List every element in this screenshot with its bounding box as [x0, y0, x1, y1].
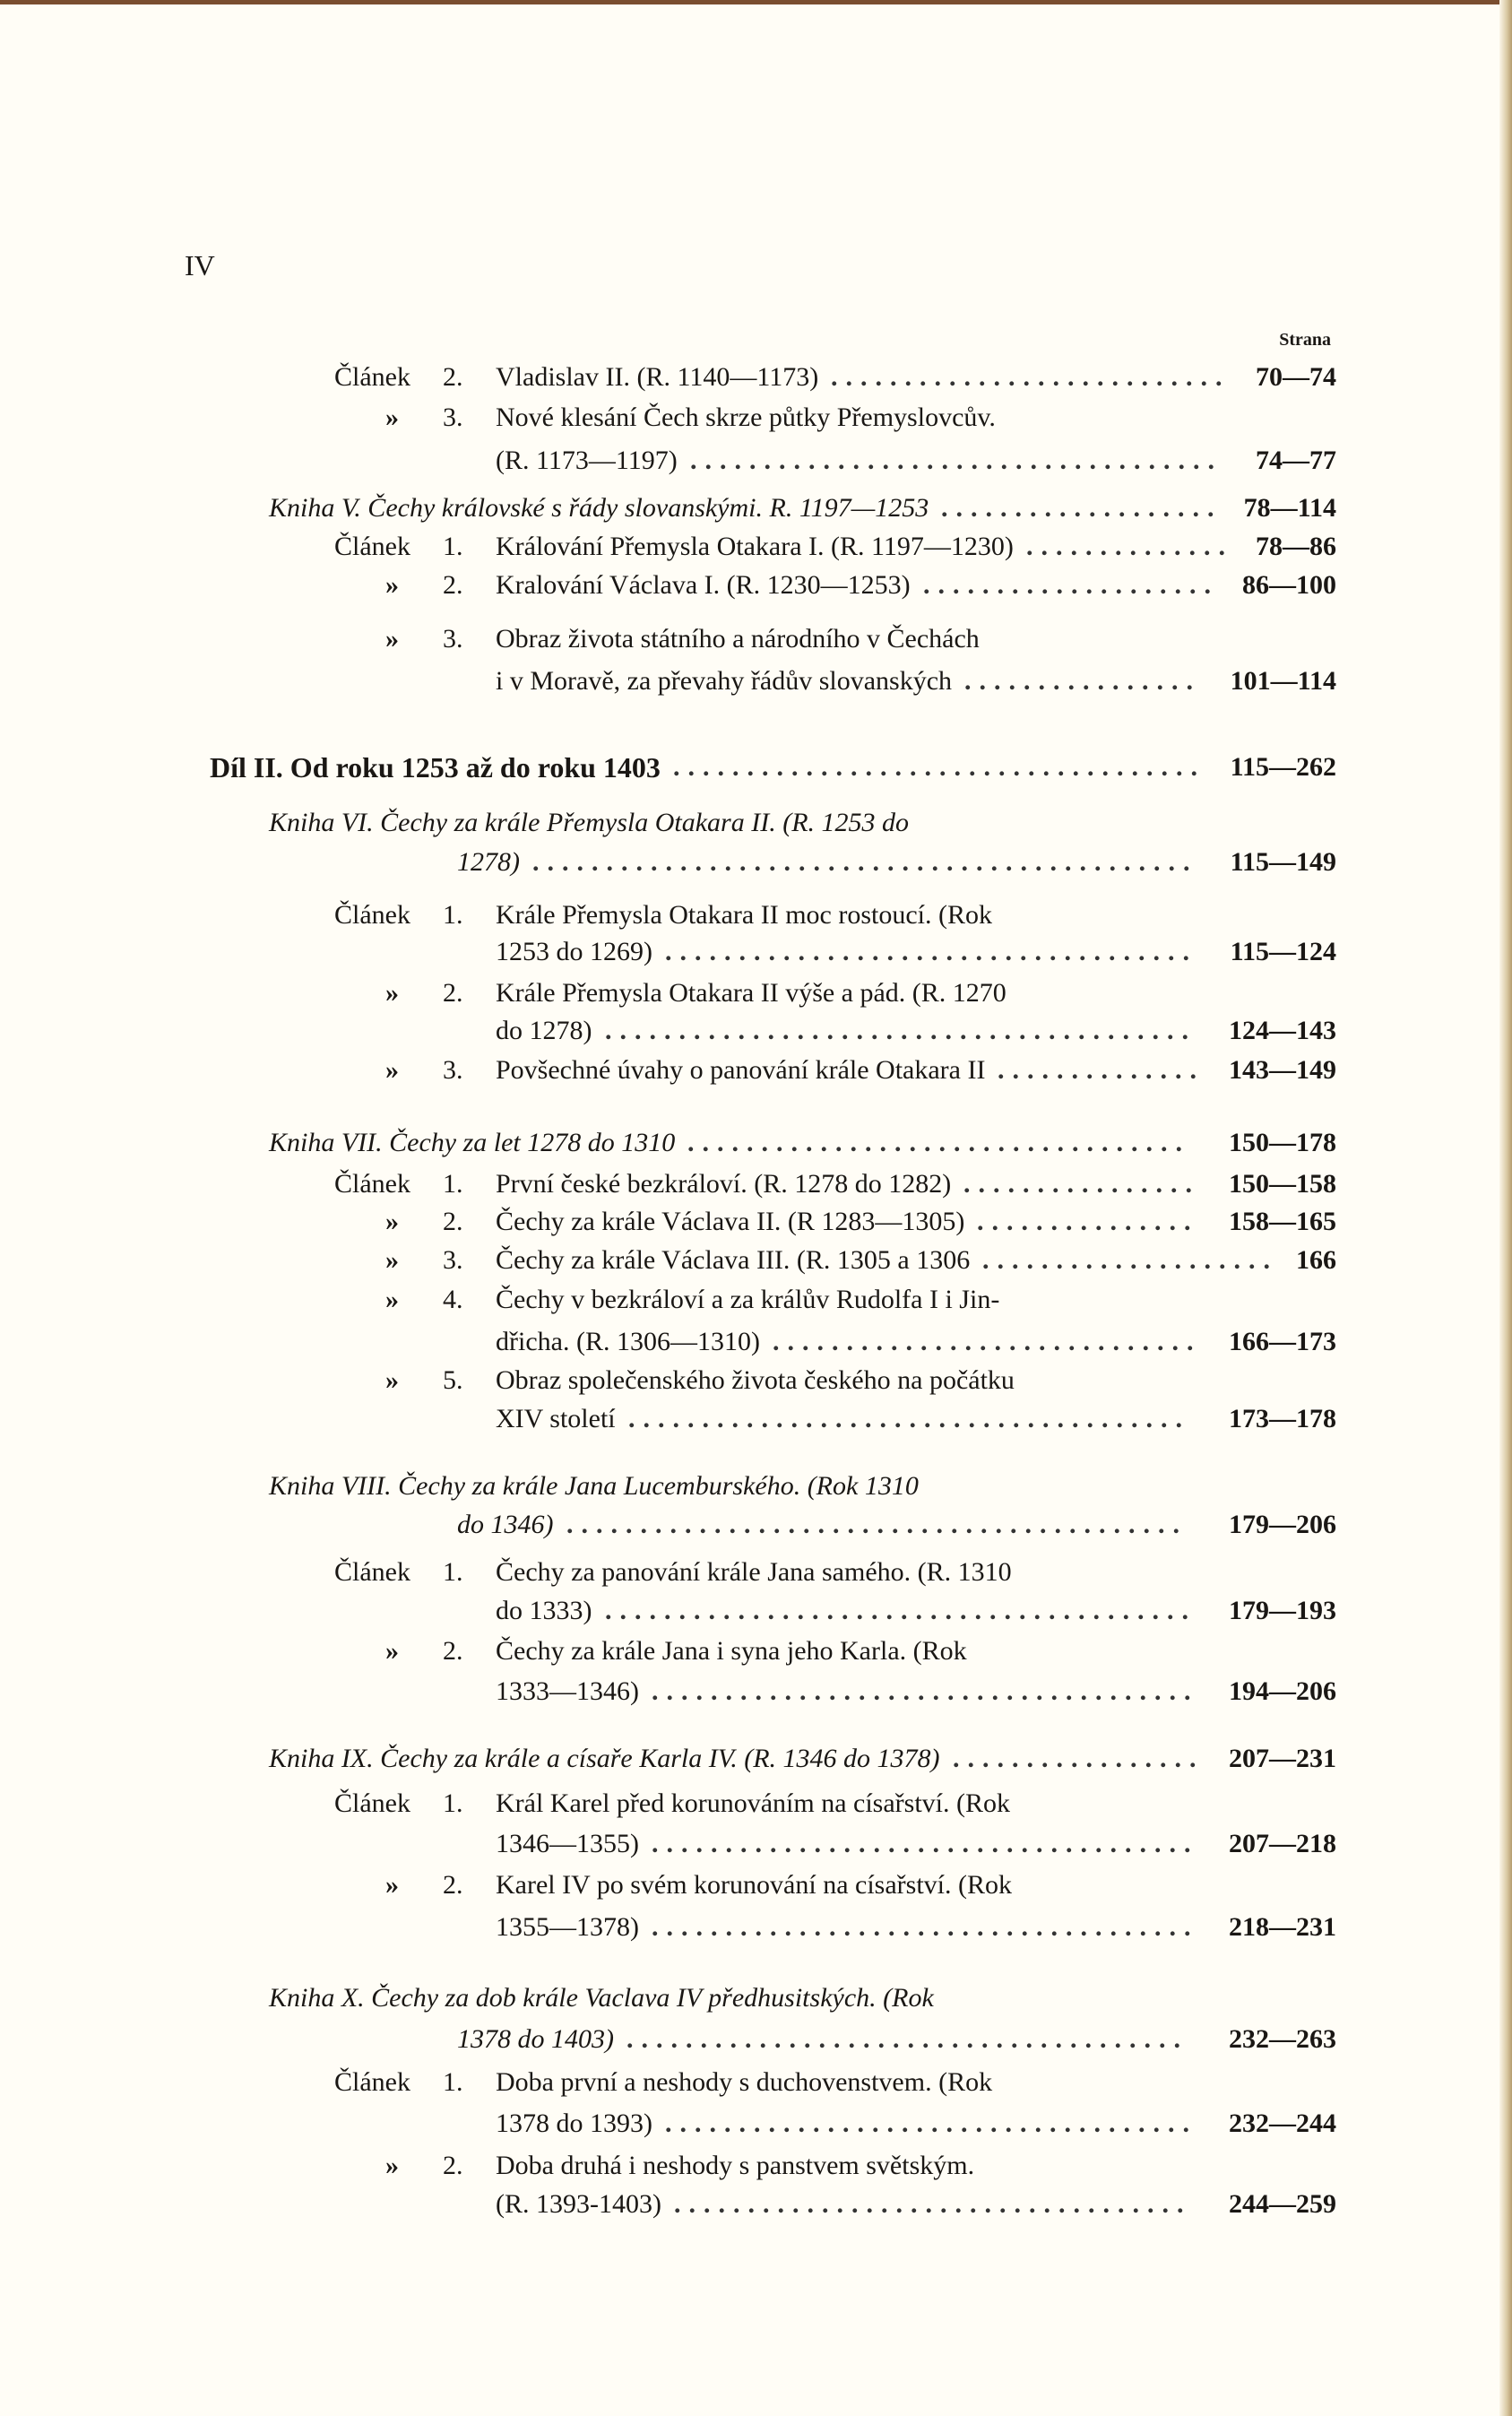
book-heading: Kniha X. Čechy za dob krále Vaclava IV předhusitských. (Rok	[269, 1983, 934, 2013]
article-label: Článek	[334, 1788, 410, 1818]
page-range: 124—143	[1229, 1016, 1336, 1045]
page-range: 179—193	[1229, 1596, 1336, 1625]
article-number: 2.	[443, 1870, 463, 1900]
book-heading-continuation: 1378 do 1403)	[457, 2024, 614, 2054]
article-number: 5.	[443, 1365, 463, 1395]
dot-leader: .....................................	[652, 1829, 1199, 1858]
book-heading: Kniha VI. Čechy za krále Přemysla Otakara II. (R. 1253 do	[269, 808, 910, 837]
toc-entry	[0, 1243, 1512, 1278]
page-range: 244—259	[1229, 2189, 1336, 2219]
entry-title: do 1278)	[496, 1016, 592, 1045]
page-range: 166	[1296, 1245, 1336, 1275]
article-number: 2.	[443, 1636, 463, 1666]
dot-leader: ...............	[977, 1207, 1199, 1236]
dot-leader: .....................................	[652, 1676, 1199, 1706]
entry-title: Karel IV po svém korunování na císařství. (Rok	[496, 1870, 1012, 1900]
page-range: 70—74	[1256, 362, 1336, 392]
toc-entry	[0, 400, 1512, 436]
toc-entry	[0, 749, 1512, 785]
toc-entry	[0, 443, 1512, 479]
toc-entry	[0, 1166, 1512, 1202]
toc-entry	[0, 1826, 1512, 1862]
entry-title: Doba první a neshody s duchovenstvem. (Rok	[496, 2067, 993, 2097]
article-number: 1.	[443, 900, 463, 930]
ditto-marker: »	[385, 403, 399, 432]
page-range: 78—114	[1243, 493, 1336, 523]
toc-entry	[0, 1363, 1512, 1399]
entry-title: Čechy za krále Jana i syna jeho Karla. (Rok	[496, 1636, 967, 1666]
dot-leader: ....................................	[665, 2109, 1197, 2138]
dot-leader: ...................	[941, 493, 1223, 523]
book-heading-continuation: 1278)	[457, 847, 520, 877]
ditto-marker: »	[385, 1207, 399, 1236]
article-number: 2.	[443, 362, 463, 392]
toc-entry	[0, 1125, 1512, 1161]
entry-title: Čechy za panování krále Jana samého. (R. 1310	[496, 1557, 1012, 1587]
toc-entry	[0, 1052, 1512, 1088]
page-range: 78—86	[1256, 532, 1336, 561]
toc-entry	[0, 1324, 1512, 1360]
entry-title: 1346—1355)	[496, 1829, 639, 1858]
page-range: 86—100	[1242, 570, 1336, 600]
toc-entry	[0, 490, 1512, 526]
page-range: 150—178	[1229, 1128, 1336, 1157]
page-range: 101—114	[1230, 666, 1336, 696]
article-number: 1.	[443, 1169, 463, 1199]
toc-entry	[0, 1674, 1512, 1710]
toc-entry	[0, 2065, 1512, 2100]
page-range: 207—218	[1229, 1829, 1336, 1858]
entry-title: Vladislav II. (R. 1140—1173)	[496, 362, 819, 392]
dot-leader: ........................................	[605, 1016, 1197, 1045]
entry-title: Kralování Václava I. (R. 1230—1253)	[496, 570, 911, 600]
toc-entry	[0, 1909, 1512, 1945]
dot-leader: ...........................	[831, 362, 1231, 392]
page-range: 115—262	[1230, 752, 1336, 782]
entry-title: Král Karel před korunováním na císařství. (Rok	[496, 1788, 1010, 1818]
page-range: 194—206	[1229, 1676, 1336, 1706]
toc-entry	[0, 897, 1512, 933]
page-range: 158—165	[1229, 1207, 1336, 1236]
entry-title: Nové klesání Čech skrze půtky Přemyslovcův.	[496, 403, 996, 432]
toc-entry	[0, 663, 1512, 699]
dot-leader: .............................	[773, 1327, 1202, 1356]
dot-leader: .....................................	[652, 1912, 1199, 1942]
entry-title: 1355—1378)	[496, 1912, 639, 1942]
ditto-marker: »	[385, 1365, 399, 1395]
entry-title: Čechy za krále Václava II. (R 1283—1305)	[496, 1207, 965, 1236]
dot-leader: ....................................	[665, 937, 1197, 966]
entry-title: Povšechné úvahy o panování krále Otakara II	[496, 1055, 986, 1085]
toc-entry	[0, 1741, 1512, 1777]
ditto-marker: »	[385, 624, 399, 654]
dot-leader: ...................................	[674, 2189, 1192, 2219]
entry-title: XIV století	[496, 1404, 616, 1433]
article-number: 2.	[443, 570, 463, 600]
article-number: 1.	[443, 1557, 463, 1587]
dot-leader: .................	[953, 1744, 1205, 1773]
article-label: Článek	[334, 532, 410, 561]
toc-entry	[0, 975, 1512, 1011]
entry-title: Obraz společenského života českého na počátku	[496, 1365, 1015, 1395]
article-label: Článek	[334, 1557, 410, 1587]
dot-leader: ....................	[923, 570, 1219, 600]
toc-entry	[0, 1507, 1512, 1543]
toc-entry	[0, 934, 1512, 970]
article-number: 1.	[443, 2067, 463, 2097]
toc-entry	[0, 2148, 1512, 2184]
book-heading: Kniha VIII. Čechy za krále Jana Lucemburského. (Rok 1310	[269, 1471, 919, 1501]
page-range: 232—263	[1229, 2024, 1336, 2054]
dot-leader: ......................................	[628, 1404, 1190, 1433]
page-range: 166—173	[1229, 1327, 1336, 1356]
entry-title: První české bezkráloví. (R. 1278 do 1282)	[496, 1169, 952, 1199]
entry-title: 1253 do 1269)	[496, 937, 652, 966]
dot-leader: ....................................	[690, 446, 1223, 475]
toc-entry	[0, 1204, 1512, 1240]
entry-title: dřicha. (R. 1306—1310)	[496, 1327, 760, 1356]
book-heading-continuation: do 1346)	[457, 1510, 554, 1539]
toc-entry	[0, 1980, 1512, 2016]
page-range: 218—231	[1229, 1912, 1336, 1942]
dot-leader: ....................................	[673, 752, 1205, 782]
toc-entry	[0, 1867, 1512, 1903]
article-number: 3.	[443, 1245, 463, 1275]
dot-leader: ......................................	[626, 2024, 1188, 2054]
toc-entry	[0, 621, 1512, 657]
entry-title: i v Moravě, za převahy řádův slovanských	[496, 666, 953, 696]
article-number: 4.	[443, 1285, 463, 1314]
toc-entry	[0, 1282, 1512, 1318]
entry-title: do 1333)	[496, 1596, 592, 1625]
dot-leader: ....................	[982, 1245, 1278, 1275]
toc-entry	[0, 567, 1512, 603]
entry-title: 1378 do 1393)	[496, 2109, 652, 2138]
page-range: 179—206	[1229, 1510, 1336, 1539]
article-number: 2.	[443, 2151, 463, 2180]
part-heading: Díl II. Od roku 1253 až do roku 1403	[210, 751, 661, 784]
toc-entry	[0, 2022, 1512, 2057]
page-range: 115—149	[1230, 847, 1336, 877]
entry-title: (R. 1173—1197)	[496, 446, 678, 475]
dot-leader: ................	[964, 666, 1201, 696]
ditto-marker: »	[385, 978, 399, 1008]
dot-leader: .............................................	[532, 847, 1198, 877]
entry-title: Krále Přemysla Otakara II výše a pád. (R. 1270	[496, 978, 1007, 1008]
page-range: 232—244	[1229, 2109, 1336, 2138]
toc-entry	[0, 1468, 1512, 1504]
entry-title: Čechy za krále Václava III. (R. 1305 a 1306	[496, 1245, 971, 1275]
article-label: Článek	[334, 2067, 410, 2097]
ditto-marker: »	[385, 2151, 399, 2180]
page-range: 143—149	[1229, 1055, 1336, 1085]
article-number: 3.	[443, 624, 463, 654]
dot-leader: ........................................	[605, 1596, 1197, 1625]
toc-entry	[0, 359, 1512, 395]
toc-entry	[0, 529, 1512, 565]
article-number: 3.	[443, 1055, 463, 1085]
dot-leader: ..................................	[687, 1128, 1190, 1157]
entry-title: Obraz života státního a národního v Čechách	[496, 624, 980, 654]
page-range: 150—158	[1229, 1169, 1336, 1199]
ditto-marker: »	[385, 1285, 399, 1314]
toc-entry	[0, 1401, 1512, 1437]
entry-title: Čechy v bezkráloví a za králův Rudolfa I i Jin-	[496, 1285, 1000, 1314]
page-range: 173—178	[1229, 1404, 1336, 1433]
dot-leader: ..............	[998, 1055, 1205, 1085]
dot-leader: ................	[963, 1169, 1200, 1199]
entry-title: Krále Přemysla Otakara II moc rostoucí. (Rok	[496, 900, 992, 930]
column-header-strana: Strana	[1279, 330, 1331, 350]
page-top-edge	[0, 0, 1512, 4]
toc-entry	[0, 2187, 1512, 2222]
page-range: 115—124	[1230, 937, 1336, 966]
page-range: 74—77	[1256, 446, 1336, 475]
toc-entry	[0, 844, 1512, 880]
article-label: Článek	[334, 362, 410, 392]
ditto-marker: »	[385, 1870, 399, 1900]
ditto-marker: »	[385, 1055, 399, 1085]
article-number: 2.	[443, 1207, 463, 1236]
entry-title: 1333—1346)	[496, 1676, 639, 1706]
toc-entry	[0, 1593, 1512, 1629]
dot-leader: ..........................................	[566, 1510, 1188, 1539]
ditto-marker: »	[385, 570, 399, 600]
entry-title: (R. 1393-1403)	[496, 2189, 661, 2219]
article-number: 2.	[443, 978, 463, 1008]
article-number: 1.	[443, 1788, 463, 1818]
article-label: Článek	[334, 900, 410, 930]
toc-entry	[0, 1633, 1512, 1669]
ditto-marker: »	[385, 1245, 399, 1275]
book-heading: Kniha V. Čechy královské s řády slovanskými. R. 1197—1253	[269, 493, 929, 523]
article-number: 3.	[443, 403, 463, 432]
toc-entry	[0, 1786, 1512, 1822]
page-folio: IV	[185, 249, 215, 281]
toc-entry	[0, 1013, 1512, 1049]
book-heading: Kniha IX. Čechy za krále a císaře Karla IV. (R. 1346 do 1378)	[269, 1744, 940, 1773]
dot-leader: ..............	[1026, 532, 1233, 561]
entry-title: Doba druhá i neshody s panstvem světským.	[496, 2151, 975, 2180]
toc-entry	[0, 1554, 1512, 1590]
book-heading: Kniha VII. Čechy za let 1278 do 1310	[269, 1128, 676, 1157]
toc-entry	[0, 2106, 1512, 2142]
ditto-marker: »	[385, 1636, 399, 1666]
entry-title: Králování Přemysla Otakara I. (R. 1197—1230)	[496, 532, 1014, 561]
page-range: 207—231	[1229, 1744, 1336, 1773]
toc-entry	[0, 805, 1512, 841]
article-label: Článek	[334, 1169, 410, 1199]
article-number: 1.	[443, 532, 463, 561]
